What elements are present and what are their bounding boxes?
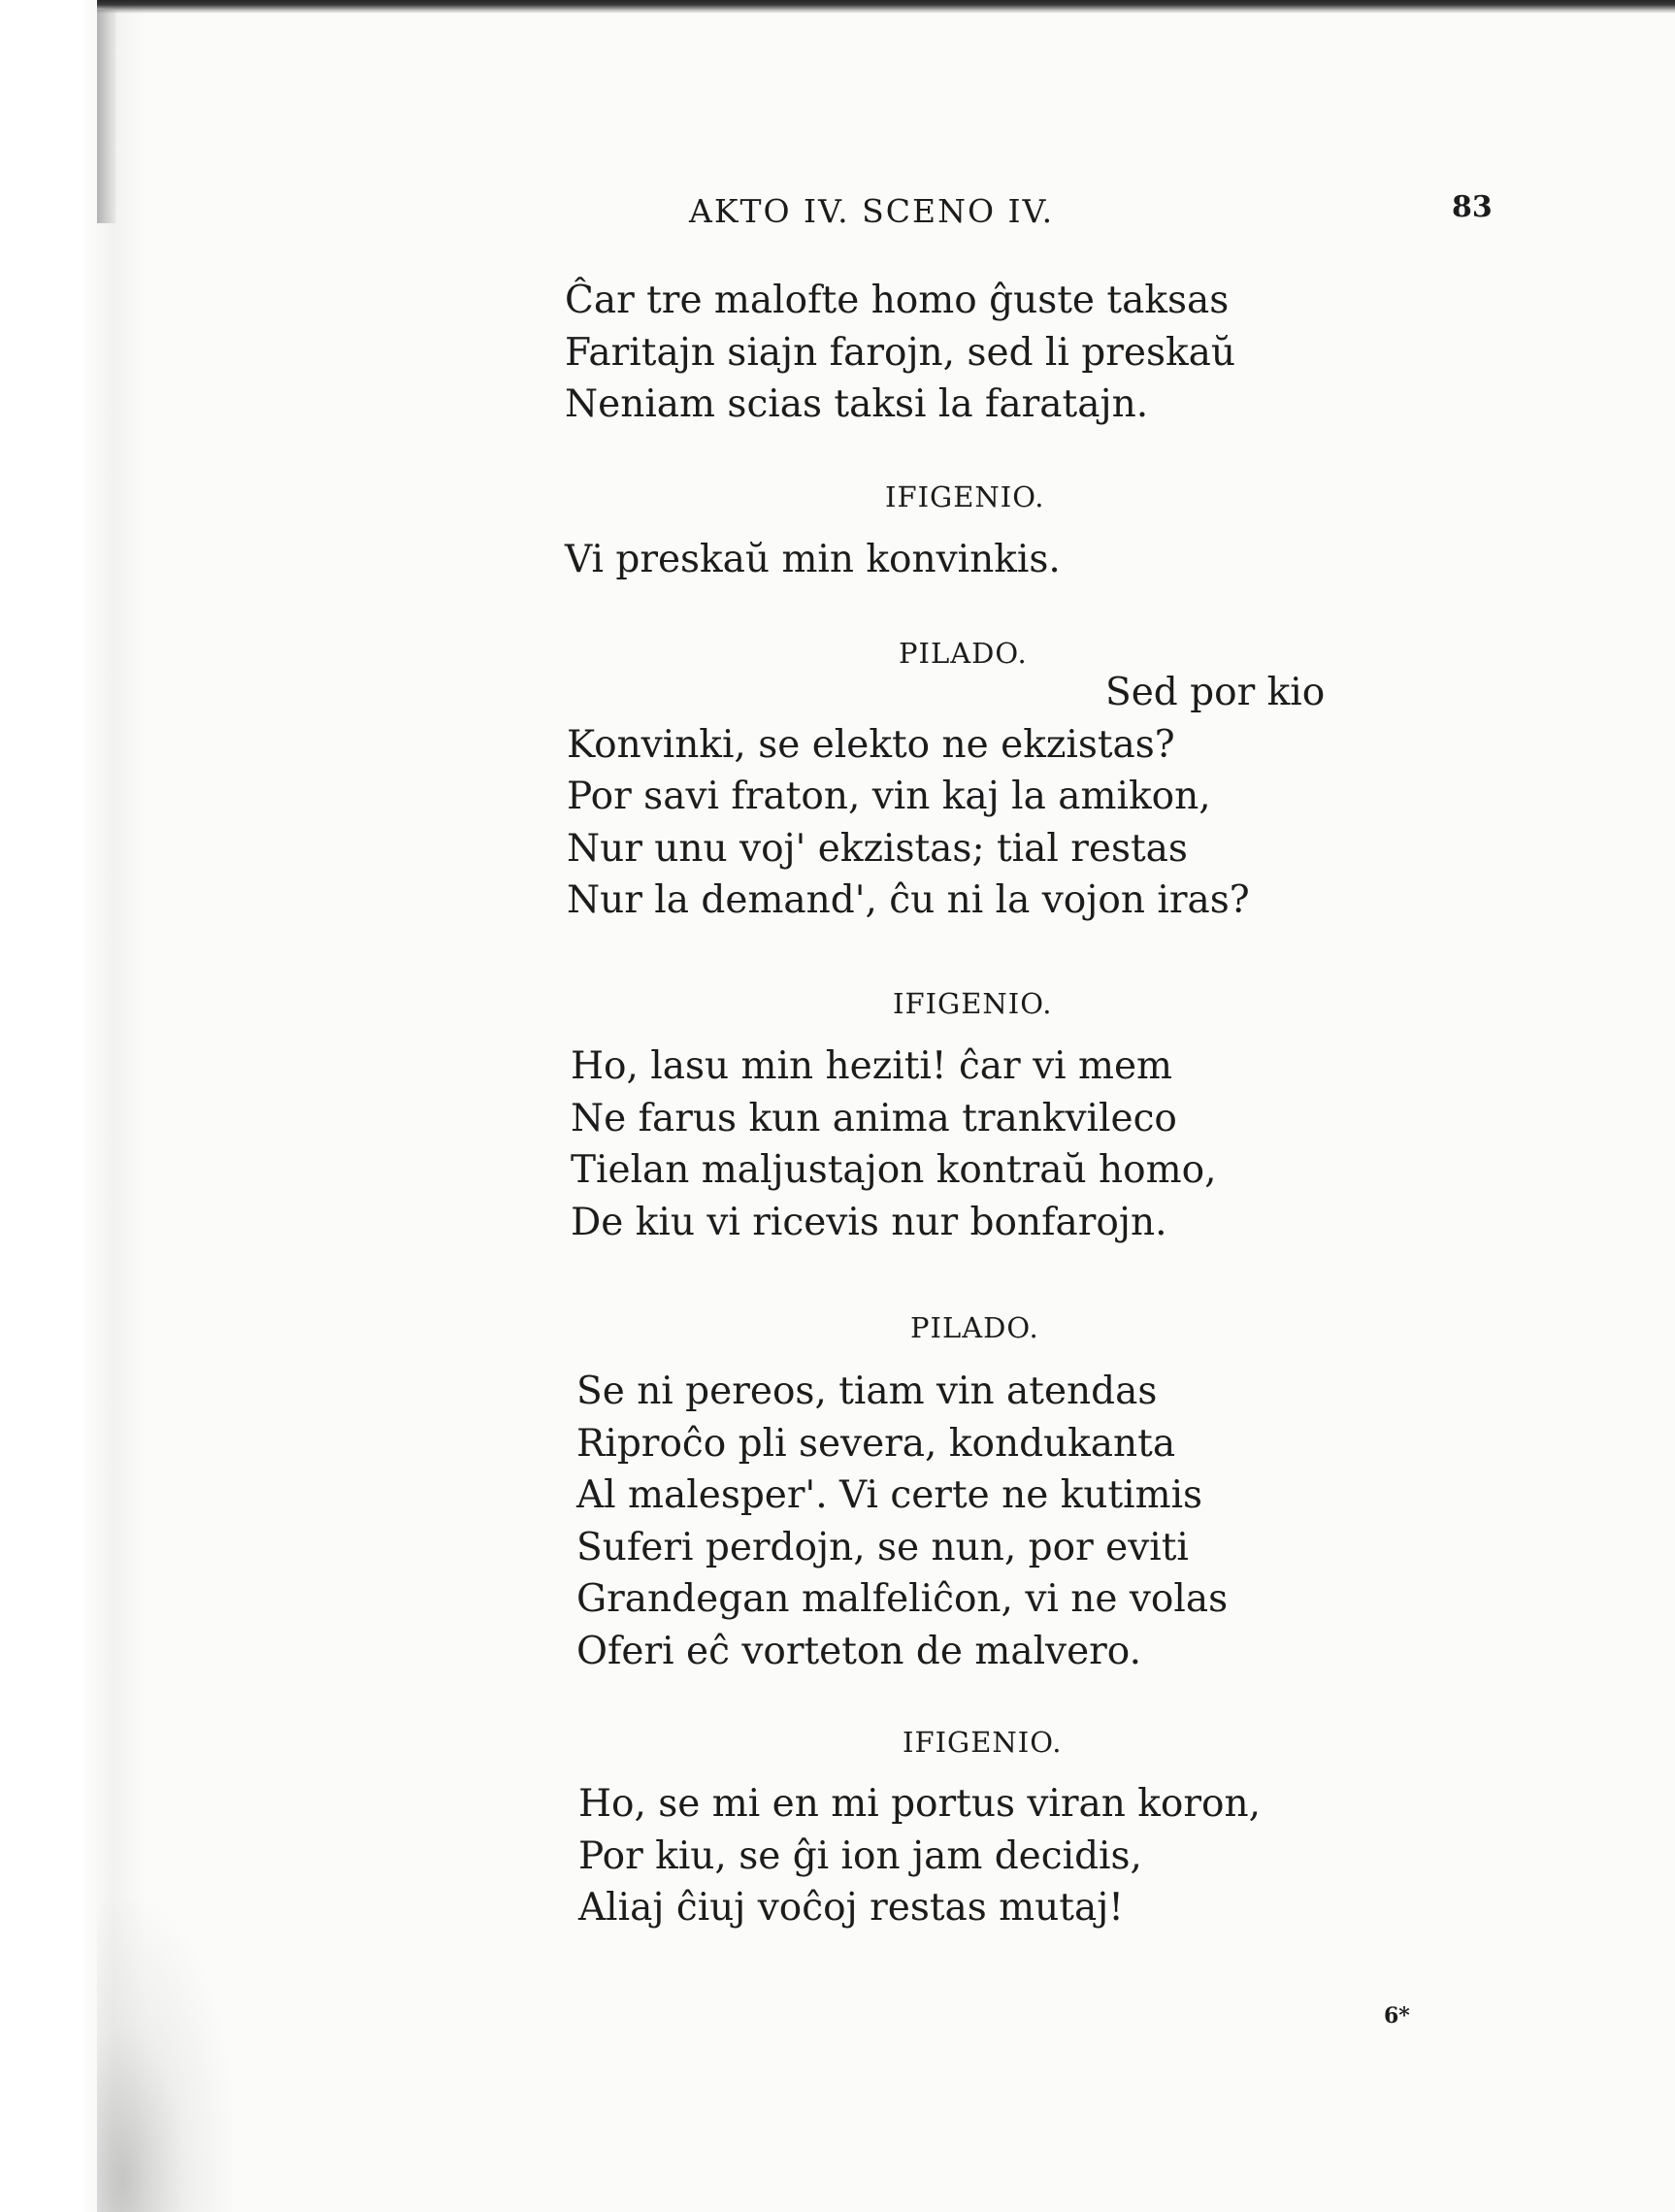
verse-line: Se ni pereos, tiam vin atendas [576, 1370, 1158, 1413]
verse-block [578, 1778, 1261, 1934]
verse-line: Por kiu, se ĝi ion jam decidis, [578, 1833, 1142, 1878]
running-header: AKTO IV. SCENO IV. [689, 192, 1055, 230]
verse-line: Tielan maljustajon kontraŭ homo, [571, 1148, 1217, 1192]
scan-shadow-left [0, 0, 146, 2212]
verse-line: Ne farus kun anima trankvileco [571, 1096, 1177, 1140]
verse-block [571, 1040, 1217, 1248]
verse-line: Oferi eĉ vorteton de malvero. [576, 1629, 1141, 1673]
verse-line: Aliaj ĉiuj voĉoj restas mutaj! [578, 1886, 1124, 1930]
verse-line: Vi preskaŭ min konvinkis. [565, 538, 1061, 581]
scan-shadow-bottom [97, 1902, 233, 2212]
verse-line: Suferi perdojn, se nun, por eviti [576, 1525, 1189, 1569]
verse-line: Nur unu voj' ekzistas; tial restas [567, 826, 1188, 871]
verse-line: Ĉar tre malofte homo ĝuste taksas [565, 279, 1230, 322]
verse-block [565, 534, 1061, 586]
verse-block [576, 1366, 1228, 1677]
verse-line: Nur la demand', ĉu ni la vojon iras? [567, 878, 1250, 922]
verse-line: Por savi fraton, vin kaj la amikon, [567, 775, 1211, 818]
page-number: 83 [1452, 190, 1493, 224]
verse-line: Grandegan malfeliĉon, vi ne volas [576, 1577, 1229, 1621]
verse-block-opening [565, 275, 1235, 431]
verse-line: Ho, se mi en mi portus viran koron, [578, 1782, 1262, 1826]
speaker-name: IFIGENIO. [893, 987, 1053, 1020]
verse-line-continuation: Sed por kio [1105, 671, 1326, 714]
speaker-name: IFIGENIO. [885, 480, 1045, 513]
scan-shadow-corner [97, 10, 116, 223]
speaker-name: IFIGENIO. [903, 1726, 1063, 1759]
verse-line: De kiu vi ricevis nur bonfarojn. [571, 1200, 1167, 1244]
verse-line: Faritajn siajn farojn, sed li preskaŭ [565, 330, 1235, 375]
speaker-name: PILADO. [910, 1311, 1039, 1344]
signature-mark: 6* [1384, 2003, 1410, 2029]
verse-line: Al malesper'. Vi certe ne kutimis [576, 1473, 1203, 1517]
verse-line: Ho, lasu min heziti! ĉar vi mem [571, 1044, 1173, 1088]
speaker-name: PILADO. [899, 637, 1028, 670]
verse-line: Konvinki, se elekto ne ekzistas? [567, 722, 1175, 767]
verse-line: Riproĉo pli severa, kondukanta [576, 1421, 1176, 1466]
scan-edge-top [97, 0, 1675, 14]
verse-line: Neniam scias taksi la faratajn. [565, 382, 1149, 426]
verse-block [567, 667, 1325, 927]
